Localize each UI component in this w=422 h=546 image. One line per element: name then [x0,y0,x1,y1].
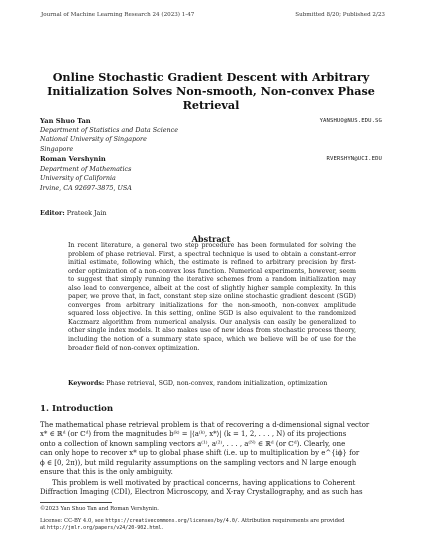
paragraph-line: This problem is well motivated by practical concerns, having applications to Coherent [52,479,356,487]
at-label: at [40,525,46,531]
affiliation-line: Department of Mathematics [40,165,132,173]
affiliation-line: Irvine, CA 92697-3875, USA [40,183,132,192]
paragraph-line: onto a collection of known sampling vectors a⁽¹⁾, a⁽²⁾, . . . , a⁽ᴺ⁾ ∈ ℝᵈ (or ℂᵈ). Clearly, one [40,439,346,448]
intro-paragraph-2 [40,479,383,498]
sentence-end: . [161,525,164,531]
license-notice [40,518,385,524]
affiliation-line: University of California [40,174,116,183]
paragraph-line: x* ∈ ℝᵈ (or ℂᵈ) from the magnitudes b⁽ᵏ⁾ = |⟨a⁽ᵏ⁾, x*⟩| (k = 1, 2, . . . , N) of its projections [40,430,347,439]
author-email-1[interactable]: YANSHUO@NUS.EDU.SG [319,118,382,124]
license-label: License: CC-BY 4.0, see [40,518,104,524]
author-name-2: Roman Vershynin [40,155,106,163]
paragraph-line: ϕ ∈ [0, 2π)), but mild regularity assumptions on the sampling vectors and N large enough [40,458,357,467]
paragraph-line: The mathematical phase retrieval problem is that of recovering a d-dimensional signal vector [40,421,370,429]
paragraph-line: ensure that this is the only ambiguity. [40,468,173,477]
editor-line [40,209,107,217]
affiliation-line: Department of Statistics and Data Science [40,126,179,134]
journal-header: Journal of Machine Learning Research 24 (2023) 1-47 [41,12,195,18]
footnote-rule [40,502,112,503]
affiliation-line: Singapore [40,144,74,153]
paper-title: Online Stochastic Gradient Descent with Arbitrary Initialization Solves Non-smooth, Non-convex Phase Retrieval [47,70,375,112]
keywords-label: Keywords: [68,380,105,387]
affiliation-line: National University of Singapore [40,135,147,144]
abstract-heading: Abstract [191,234,231,244]
submission-dates: Submitted 8/20; Published 2/23 [295,12,385,18]
section-heading-introduction: 1. Introduction [40,404,114,414]
paper-link-line [40,525,163,531]
intro-paragraph-1 [40,421,383,478]
author-name-1: Yan Shuo Tan [40,117,91,125]
editor-label: Editor: [40,209,65,217]
author-affiliation-2 [40,165,132,193]
license-link[interactable]: https://creativecommons.org/licenses/by/4.0/ [105,518,238,524]
paper-link[interactable]: http://jmlr.org/papers/v24/20-902.html [46,525,162,531]
keywords-list: Phase retrieval, SGD, non-convex, random initialization, optimization [106,380,328,387]
keywords [68,380,368,387]
abstract-body: In recent literature, a general two step procedure has been formulated for solving the problem of phase retrieval. First, a spectral technique is used to obtain a constant-error initial estimate, following which, the estimate is refined to arbitrary precision by first-order optimization of a non-convex loss function. Numerical experiments, however, seem to suggest that simply running the iterative schemes from a random initialization may also lead to convergence, albeit at the cost of slightly higher sample complexity. In this paper, we prove that, in fact, constant step size online stochastic gradient descent (SGD) converges from arbitrary initializations for the non-smooth, non-convex amplitude squared loss objective. In this setting, online SGD is also equivalent to the randomized Kaczmarz algorithm from numerical analysis. Our analysis can easily be generalized to other single index models. It also makes use of new ideas from stochastic process theory, including the notion of a summary state space, which we believe will be of use for the broader field of non-convex optimization. [68,242,356,352]
paragraph-line: Diffraction Imaging (CDI), Electron Microscopy, and X-ray Crystallography, and as such has [40,488,363,497]
copyright-notice: ©2023 Yan Shuo Tan and Roman Vershynin. [40,506,159,512]
license-rest: . Attribution requirements are provided [237,518,345,524]
editor-name: Prateek Jain [66,209,107,217]
author-email-2[interactable]: RVERSHYN@UCI.EDU [326,156,382,162]
paragraph-line: can only hope to recover x* up to global phase shift (i.e. up to multiplication by e^{iϕ} for [40,449,360,458]
author-affiliation-1 [40,126,178,154]
